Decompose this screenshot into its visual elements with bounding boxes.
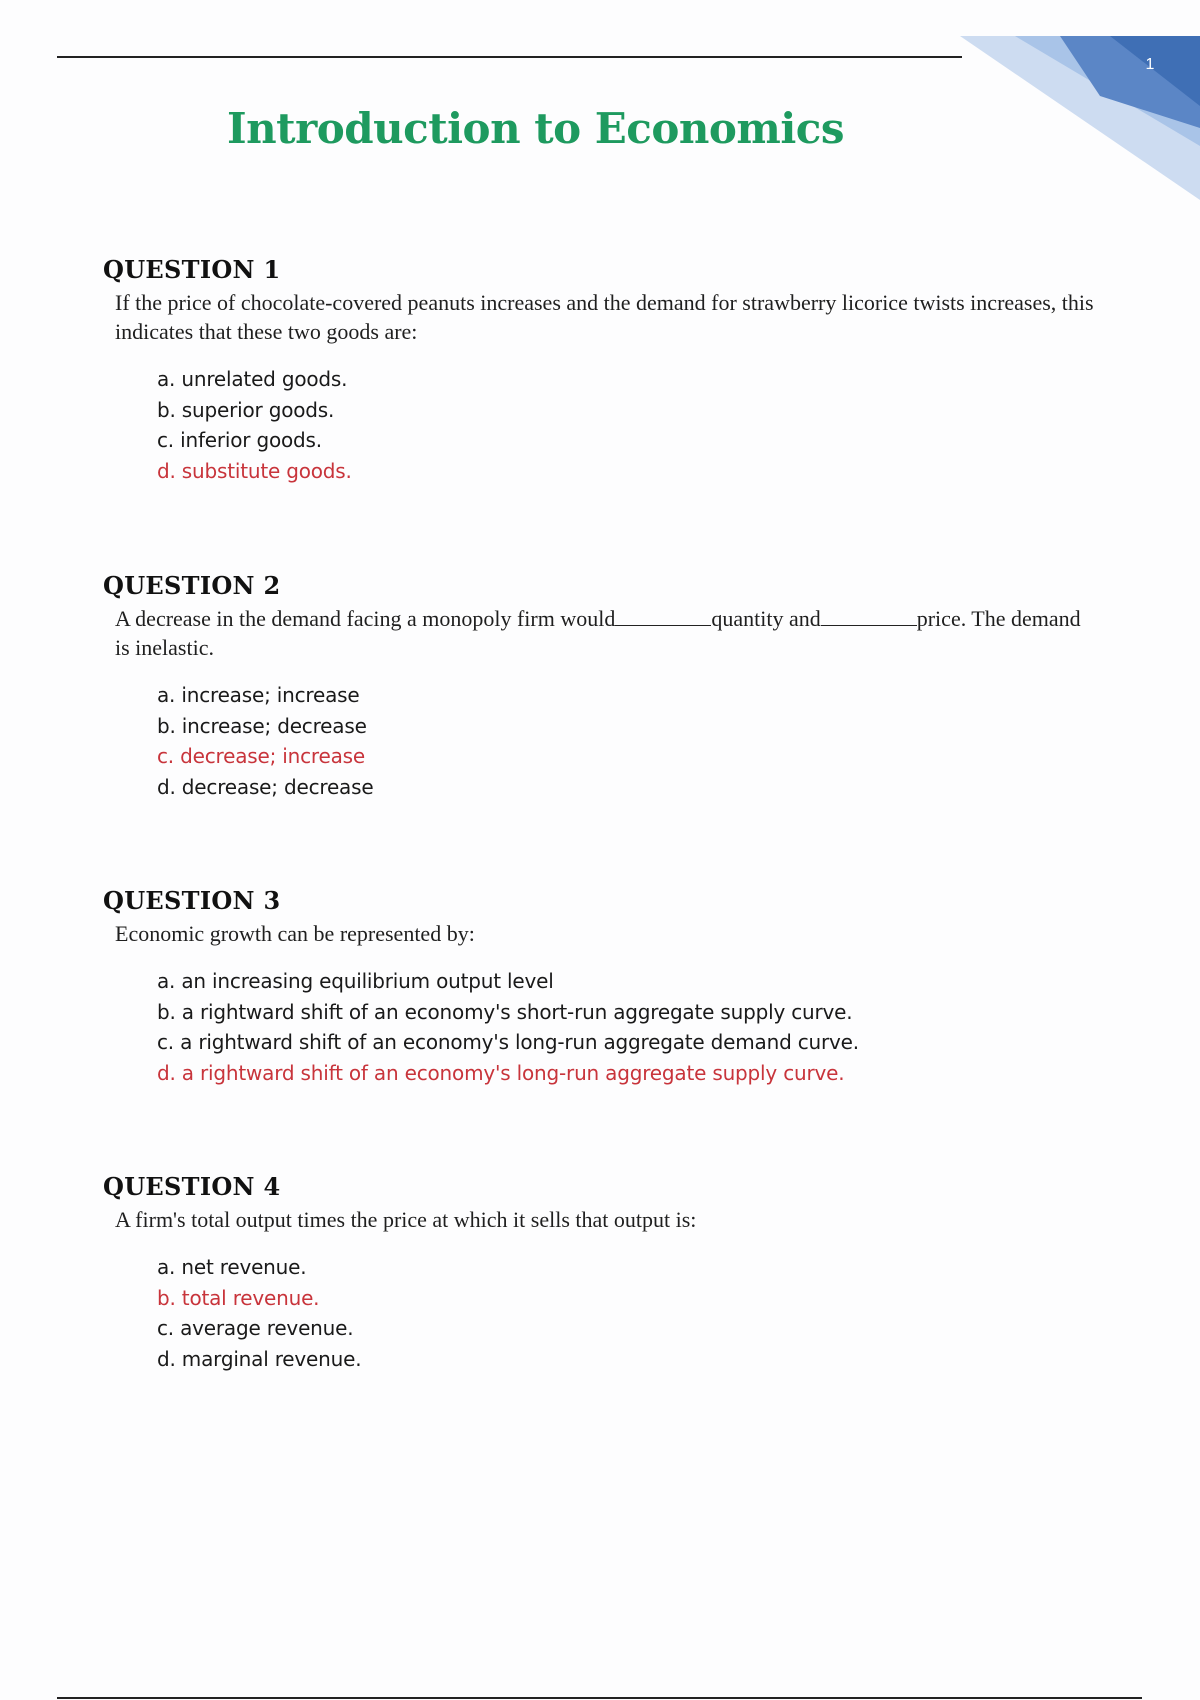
option-d: d. marginal revenue. — [157, 1346, 362, 1371]
question-heading: QUESTION 2 — [103, 571, 281, 600]
option-b-correct: b. total revenue. — [157, 1285, 320, 1310]
option-c: c. average revenue. — [157, 1316, 354, 1340]
question-3 — [103, 885, 1093, 1088]
question-text: Economic growth can be represented by: — [115, 921, 475, 946]
option-b: b. superior goods. — [157, 397, 335, 422]
option-a: a. increase; increase — [157, 683, 360, 707]
answer-options — [157, 966, 1093, 1088]
option-d-correct: d. a rightward shift of an economy's long-run aggregate supply curve. — [157, 1060, 845, 1085]
option-b: b. a rightward shift of an economy's short-run aggregate supply curve. — [157, 999, 853, 1024]
question-text — [115, 604, 1095, 662]
option-b: b. increase; decrease — [157, 713, 367, 738]
fill-in-blank-2 — [821, 607, 917, 626]
footer-rule — [57, 1697, 1142, 1699]
answer-options — [157, 364, 1093, 486]
option-c: c. a rightward shift of an economy's long-run aggregate demand curve. — [157, 1030, 859, 1054]
document-title: Introduction to Economics — [227, 104, 845, 153]
question-heading: QUESTION 3 — [103, 886, 281, 915]
question-heading: QUESTION 4 — [103, 1172, 281, 1201]
option-c: c. inferior goods. — [157, 428, 322, 452]
option-d: d. decrease; decrease — [157, 774, 374, 799]
header-rule — [57, 56, 962, 58]
fill-in-blank-1 — [615, 607, 711, 626]
option-c-correct: c. decrease; increase — [157, 744, 365, 768]
answer-options — [157, 680, 1093, 802]
option-a: a. unrelated goods. — [157, 367, 348, 391]
answer-options — [157, 1252, 1093, 1374]
page-number: 1 — [1145, 56, 1155, 73]
option-a: a. an increasing equilibrium output level — [157, 969, 554, 993]
question-1 — [103, 254, 1093, 486]
question-heading: QUESTION 1 — [103, 255, 281, 284]
question-text: A firm's total output times the price at which it sells that output is: — [115, 1207, 697, 1232]
question-2 — [103, 570, 1093, 802]
question-text-part-3: price. The demand is inelastic. — [115, 606, 1081, 660]
question-text-part-2: quantity and — [711, 606, 821, 631]
question-4 — [103, 1171, 1093, 1374]
question-text: If the price of chocolate-covered peanuts increases and the demand for strawberry licorice twists increases, this indicates that these two goods are: — [115, 290, 1094, 344]
option-a: a. net revenue. — [157, 1255, 307, 1279]
question-text-part-1: A decrease in the demand facing a monopoly firm would — [115, 606, 616, 631]
option-d-correct: d. substitute goods. — [157, 458, 352, 483]
corner-decoration — [960, 36, 1200, 200]
